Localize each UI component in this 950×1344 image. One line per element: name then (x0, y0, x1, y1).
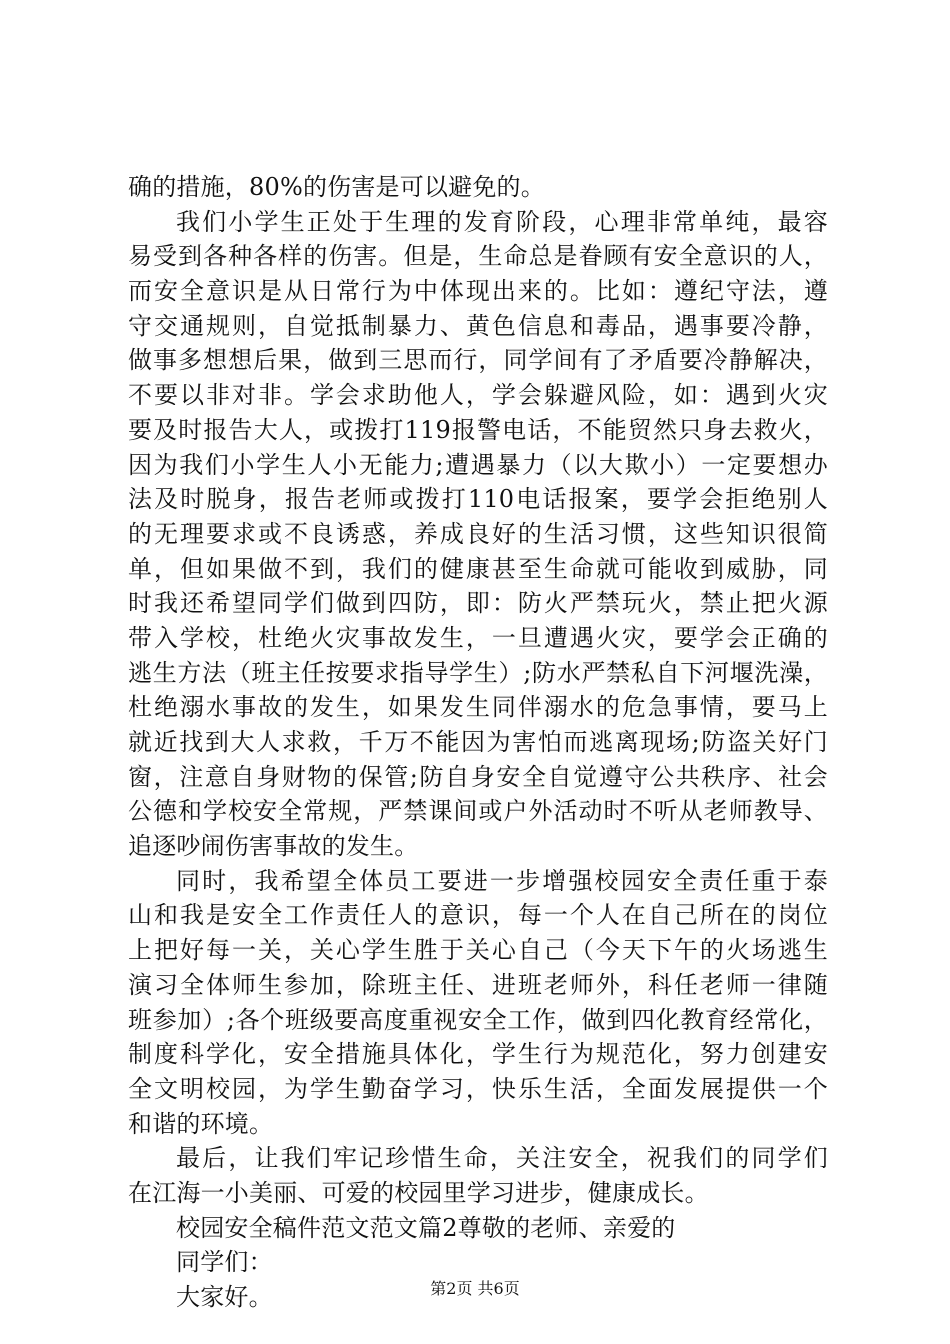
text-line: 的无理要求或不良诱惑，养成良好的生活习惯，这些知识很简 (128, 519, 828, 548)
text-line: 易受到各种各样的伤害。但是，生命总是眷顾有安全意识的人， (128, 242, 828, 271)
text-line: 因为我们小学生人小无能力;遭遇暴力（以大欺小）一定要想办 (128, 450, 828, 479)
document-body (128, 170, 828, 1315)
text-line: 上把好每一关，关心学生胜于关心自己（今天下午的火场逃生 (128, 936, 828, 965)
text-line: 逃生方法（班主任按要求指导学生）;防水严禁私自下河堰洗澡， (128, 658, 828, 687)
text-line: 不要以非对非。学会求助他人，学会躲避风险，如：遇到火灾 (128, 381, 828, 410)
text-line: 制度科学化，安全措施具体化，学生行为规范化，努力创建安 (128, 1040, 828, 1069)
text-line: 带入学校，杜绝火灾事故发生，一旦遭遇火灾，要学会正确的 (128, 623, 828, 652)
text-line: 在江海一小美丽、可爱的校园里学习进步，健康成长。 (128, 1178, 709, 1207)
text-line: 山和我是安全工作责任人的意识，每一个人在自己所在的岗位 (128, 901, 828, 930)
greeting-line: 同学们： (176, 1248, 273, 1277)
text-line: 单，但如果做不到，我们的健康甚至生命就可能收到威胁，同 (128, 554, 828, 583)
text-line: 确的措施，80%的伤害是可以避免的。 (128, 173, 545, 201)
text-line: 和谐的环境。 (128, 1109, 274, 1138)
paragraph-start-line: 最后，让我们牢记珍惜生命，关注安全，祝我们的同学们 (176, 1144, 828, 1173)
text-line: 而安全意识是从日常行为中体现出来的。比如：遵纪守法，遵 (128, 277, 828, 306)
text-line: 杜绝溺水事故的发生，如果发生同伴溺水的危急事情，要马上 (128, 693, 828, 722)
text-line: 做事多想想后果，做到三思而行，同学间有了矛盾要冷静解决， (128, 346, 828, 375)
paragraph-start-line: 同时，我希望全体员工要进一步增强校园安全责任重于泰 (176, 866, 828, 895)
text-line: 时我还希望同学们做到四防，即：防火严禁玩火，禁止把火源 (128, 589, 828, 618)
paragraph-start-line: 我们小学生正处于生理的发育阶段，心理非常单纯，最容 (176, 207, 828, 236)
text-line: 要及时报告大人，或拨打119报警电话，不能贸然只身去救火， (128, 415, 828, 444)
text-line: 公德和学校安全常规，严禁课间或户外活动时不听从老师教导、 (128, 797, 828, 826)
page-number: 第2页 共6页 (430, 1279, 520, 1298)
text-line: 追逐吵闹伤害事故的发生。 (128, 832, 419, 861)
text-line: 窗，注意自身财物的保管;防自身安全自觉遵守公共秩序、社会 (128, 762, 828, 791)
text-line: 守交通规则，自觉抵制暴力、黄色信息和毒品，遇事要冷静， (128, 311, 828, 340)
text-line: 班参加）;各个班级要高度重视安全工作，做到四化教育经常化， (128, 1005, 828, 1034)
greeting-line: 大家好。 (176, 1283, 273, 1311)
text-line: 全文明校园，为学生勤奋学习，快乐生活，全面发展提供一个 (128, 1074, 828, 1103)
section-heading-line: 校园安全稿件范文范文篇2尊敬的老师、亲爱的 (176, 1213, 676, 1242)
text-line: 法及时脱身，报告老师或拨打110电话报案，要学会拒绝别人 (128, 485, 828, 514)
text-line: 就近找到大人求救，千万不能因为害怕而逃离现场;防盗关好门 (128, 728, 828, 756)
text-line: 演习全体师生参加，除班主任、进班老师外，科任老师一律随 (128, 970, 828, 999)
